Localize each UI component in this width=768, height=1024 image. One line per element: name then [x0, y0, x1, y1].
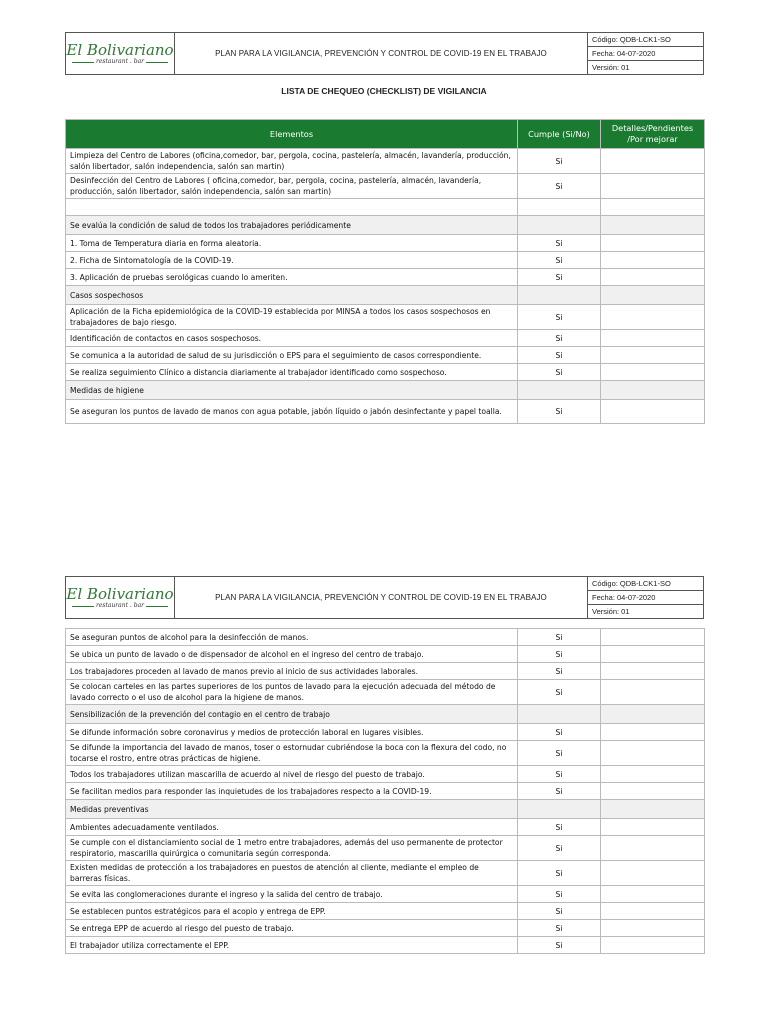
complies-cell: Si — [518, 149, 601, 174]
table-row — [66, 269, 705, 286]
element-cell: 3. Aplicación de pruebas serológicas cuando lo ameriten. — [66, 269, 518, 286]
complies-cell: Si — [518, 724, 601, 741]
complies-cell: Si — [518, 174, 601, 199]
section-row — [66, 381, 705, 400]
details-cell — [601, 149, 705, 174]
element-cell: Se facilitan medios para responder las inquietudes de los trabajadores respecto a la COVID-19. — [66, 783, 518, 800]
checklist-table-page-2 — [65, 628, 705, 954]
element-cell: Se difunde información sobre coronavirus y medios de protección laboral en lugares visibles. — [66, 724, 518, 741]
section-row — [66, 705, 705, 724]
details-cell — [601, 741, 705, 766]
details-cell — [601, 680, 705, 705]
table-row — [66, 252, 705, 269]
complies-cell: Si — [518, 235, 601, 252]
element-cell: Se difunde la importancia del lavado de manos, toser o estornudar cubriéndose la boca con la flexura del codo, no tocarse el rostro, entre otras prácticas de higiene. — [66, 741, 518, 766]
table-row — [66, 646, 705, 663]
details-cell — [601, 174, 705, 199]
complies-cell: Si — [518, 269, 601, 286]
complies-cell: Si — [518, 886, 601, 903]
element-cell: Se cumple con el distanciamiento social de 1 metro entre trabajadores, además del uso permanente de protector respiratorio, mascarilla quirúrgica o comunitaria según corresponda. — [66, 836, 518, 861]
complies-cell: Si — [518, 646, 601, 663]
complies-cell: Si — [518, 680, 601, 705]
complies-cell: Si — [518, 766, 601, 783]
element-cell: Se aseguran puntos de alcohol para la desinfección de manos. — [66, 629, 518, 646]
details-cell — [601, 705, 705, 724]
document-title: PLAN PARA LA VIGILANCIA, PREVENCIÓN Y CONTROL DE COVID-19 EN EL TRABAJO — [175, 33, 588, 75]
table-row — [66, 305, 705, 330]
details-cell — [601, 305, 705, 330]
logo-name: El Bolivariano — [66, 585, 174, 603]
section-row — [66, 800, 705, 819]
element-cell: Se realiza seguimiento Clínico a distancia diariamente al trabajador identificado como sospechoso. — [66, 364, 518, 381]
table-row — [66, 861, 705, 886]
element-cell: Medidas de higiene — [66, 381, 518, 400]
logo-name: El Bolivariano — [66, 41, 174, 59]
complies-cell: Si — [518, 663, 601, 680]
table-row — [66, 199, 705, 216]
table-row — [66, 149, 705, 174]
column-header-details: Detalles/Pendientes /Por mejorar — [601, 120, 705, 149]
complies-cell: Si — [518, 252, 601, 269]
element-cell: Se establecen puntos estratégicos para el acopio y entrega de EPP. — [66, 903, 518, 920]
table-row — [66, 920, 705, 937]
complies-cell: Si — [518, 629, 601, 646]
company-logo — [66, 577, 175, 619]
element-cell: Se colocan carteles en las partes superiores de los puntos de lavado para la ejecución adecuada del método de lavado correcto o el uso de alcohol para la higiene de manos. — [66, 680, 518, 705]
details-cell — [601, 629, 705, 646]
table-row — [66, 836, 705, 861]
complies-cell — [518, 705, 601, 724]
details-cell — [601, 663, 705, 680]
element-cell: Identificación de contactos en casos sospechosos. — [66, 330, 518, 347]
complies-cell: Si — [518, 903, 601, 920]
element-cell: Casos sospechosos — [66, 286, 518, 305]
table-header-row — [66, 120, 705, 149]
details-cell — [601, 400, 705, 424]
table-row — [66, 629, 705, 646]
element-cell: Se aseguran los puntos de lavado de manos con agua potable, jabón líquido o jabón desinfectante y papel toalla. — [66, 400, 518, 424]
complies-cell: Si — [518, 920, 601, 937]
details-cell — [601, 836, 705, 861]
table-row — [66, 886, 705, 903]
element-cell: Se evalúa la condición de salud de todos los trabajadores periódicamente — [66, 216, 518, 235]
element-cell: Sensibilización de la prevención del contagio en el centro de trabajo — [66, 705, 518, 724]
details-cell — [601, 646, 705, 663]
element-cell: Desinfección del Centro de Labores ( oficina,comedor, bar, pergola, cocina, pastelería, almacén, lavandería, producción, salón libertador, salón independencia, salón san martin) — [66, 174, 518, 199]
element-cell: Limpieza del Centro de Labores (oficina,comedor, bar, pergola, cocina, pastelería, almacén, lavandería, producción, salón libertador, salón independencia, salón san martin) — [66, 149, 518, 174]
details-cell — [601, 235, 705, 252]
complies-cell: Si — [518, 836, 601, 861]
element-cell: Los trabajadores proceden al lavado de manos previo al inicio de sus actividades laborales. — [66, 663, 518, 680]
details-cell — [601, 819, 705, 836]
table-row — [66, 174, 705, 199]
complies-cell — [518, 199, 601, 216]
complies-cell: Si — [518, 347, 601, 364]
document-version: Versión: 01 — [588, 61, 704, 75]
details-cell — [601, 724, 705, 741]
element-cell: Ambientes adecuadamente ventilados. — [66, 819, 518, 836]
document-header — [65, 32, 704, 75]
checklist-table — [65, 119, 705, 424]
details-cell — [601, 216, 705, 235]
details-cell — [601, 199, 705, 216]
element-cell: 2. Ficha de Sintomatología de la COVID-19. — [66, 252, 518, 269]
details-cell — [601, 364, 705, 381]
details-cell — [601, 330, 705, 347]
complies-cell: Si — [518, 330, 601, 347]
complies-cell: Si — [518, 819, 601, 836]
details-cell — [601, 381, 705, 400]
element-cell: Medidas preventivas — [66, 800, 518, 819]
table-row — [66, 766, 705, 783]
element-cell: Existen medidas de protección a los trabajadores en puestos de atención al cliente, mediante el empleo de barreras físicas. — [66, 861, 518, 886]
details-cell — [601, 347, 705, 364]
table-row — [66, 400, 705, 424]
company-logo — [66, 33, 175, 75]
document-date: Fecha: 04-07-2020 — [588, 47, 704, 61]
details-cell — [601, 800, 705, 819]
complies-cell: Si — [518, 741, 601, 766]
complies-cell — [518, 216, 601, 235]
details-cell — [601, 286, 705, 305]
document-date: Fecha: 04-07-2020 — [588, 591, 704, 605]
details-cell — [601, 886, 705, 903]
complies-cell: Si — [518, 937, 601, 954]
element-cell: 1. Toma de Temperatura diaria en forma aleatoria. — [66, 235, 518, 252]
table-row — [66, 937, 705, 954]
details-cell — [601, 903, 705, 920]
details-cell — [601, 783, 705, 800]
complies-cell: Si — [518, 861, 601, 886]
complies-cell — [518, 286, 601, 305]
document-code: Código: QDB-LCK1-SO — [588, 33, 704, 47]
document-version: Versión: 01 — [588, 605, 704, 619]
table-row — [66, 741, 705, 766]
details-cell — [601, 766, 705, 783]
element-cell: Se comunica a la autoridad de salud de su jurisdicción o EPS para el seguimiento de casos correspondiente. — [66, 347, 518, 364]
details-cell — [601, 861, 705, 886]
table-row — [66, 330, 705, 347]
table-row — [66, 783, 705, 800]
element-cell: Se entrega EPP de acuerdo al riesgo del puesto de trabajo. — [66, 920, 518, 937]
table-row — [66, 364, 705, 381]
element-cell: Todos los trabajadores utilizan mascarilla de acuerdo al nivel de riesgo del puesto de trabajo. — [66, 766, 518, 783]
document-header-page-2 — [65, 576, 704, 619]
table-row — [66, 680, 705, 705]
complies-cell — [518, 381, 601, 400]
checklist-title: LISTA DE CHEQUEO (CHECKLIST) DE VIGILANCIA — [281, 86, 487, 96]
element-cell: Se evita las conglomeraciones durante el ingreso y la salida del centro de trabajo. — [66, 886, 518, 903]
table-row — [66, 235, 705, 252]
table-row — [66, 819, 705, 836]
document-code: Código: QDB-LCK1-SO — [588, 577, 704, 591]
element-cell: El trabajador utiliza correctamente el EPP. — [66, 937, 518, 954]
logo-subtitle: restaurant . bar — [66, 58, 174, 66]
complies-cell: Si — [518, 364, 601, 381]
table-row — [66, 724, 705, 741]
element-cell: Aplicación de la Ficha epidemiológica de la COVID-19 establecida por MINSA a todos los casos sospechosos en trabajadores de bajo riesgo. — [66, 305, 518, 330]
section-row — [66, 286, 705, 305]
logo-subtitle: restaurant . bar — [66, 602, 174, 610]
element-cell: Se ubica un punto de lavado o de dispensador de alcohol en el ingreso del centro de trabajo. — [66, 646, 518, 663]
table-row — [66, 347, 705, 364]
table-row — [66, 663, 705, 680]
complies-cell: Si — [518, 400, 601, 424]
details-cell — [601, 920, 705, 937]
column-header-elements: Elementos — [66, 120, 518, 149]
complies-cell: Si — [518, 305, 601, 330]
details-cell — [601, 252, 705, 269]
element-cell — [66, 199, 518, 216]
details-cell — [601, 937, 705, 954]
column-header-complies: Cumple (Si/No) — [518, 120, 601, 149]
table-row — [66, 903, 705, 920]
section-row — [66, 216, 705, 235]
complies-cell: Si — [518, 783, 601, 800]
details-cell — [601, 269, 705, 286]
complies-cell — [518, 800, 601, 819]
document-title: PLAN PARA LA VIGILANCIA, PREVENCIÓN Y CONTROL DE COVID-19 EN EL TRABAJO — [175, 577, 588, 619]
